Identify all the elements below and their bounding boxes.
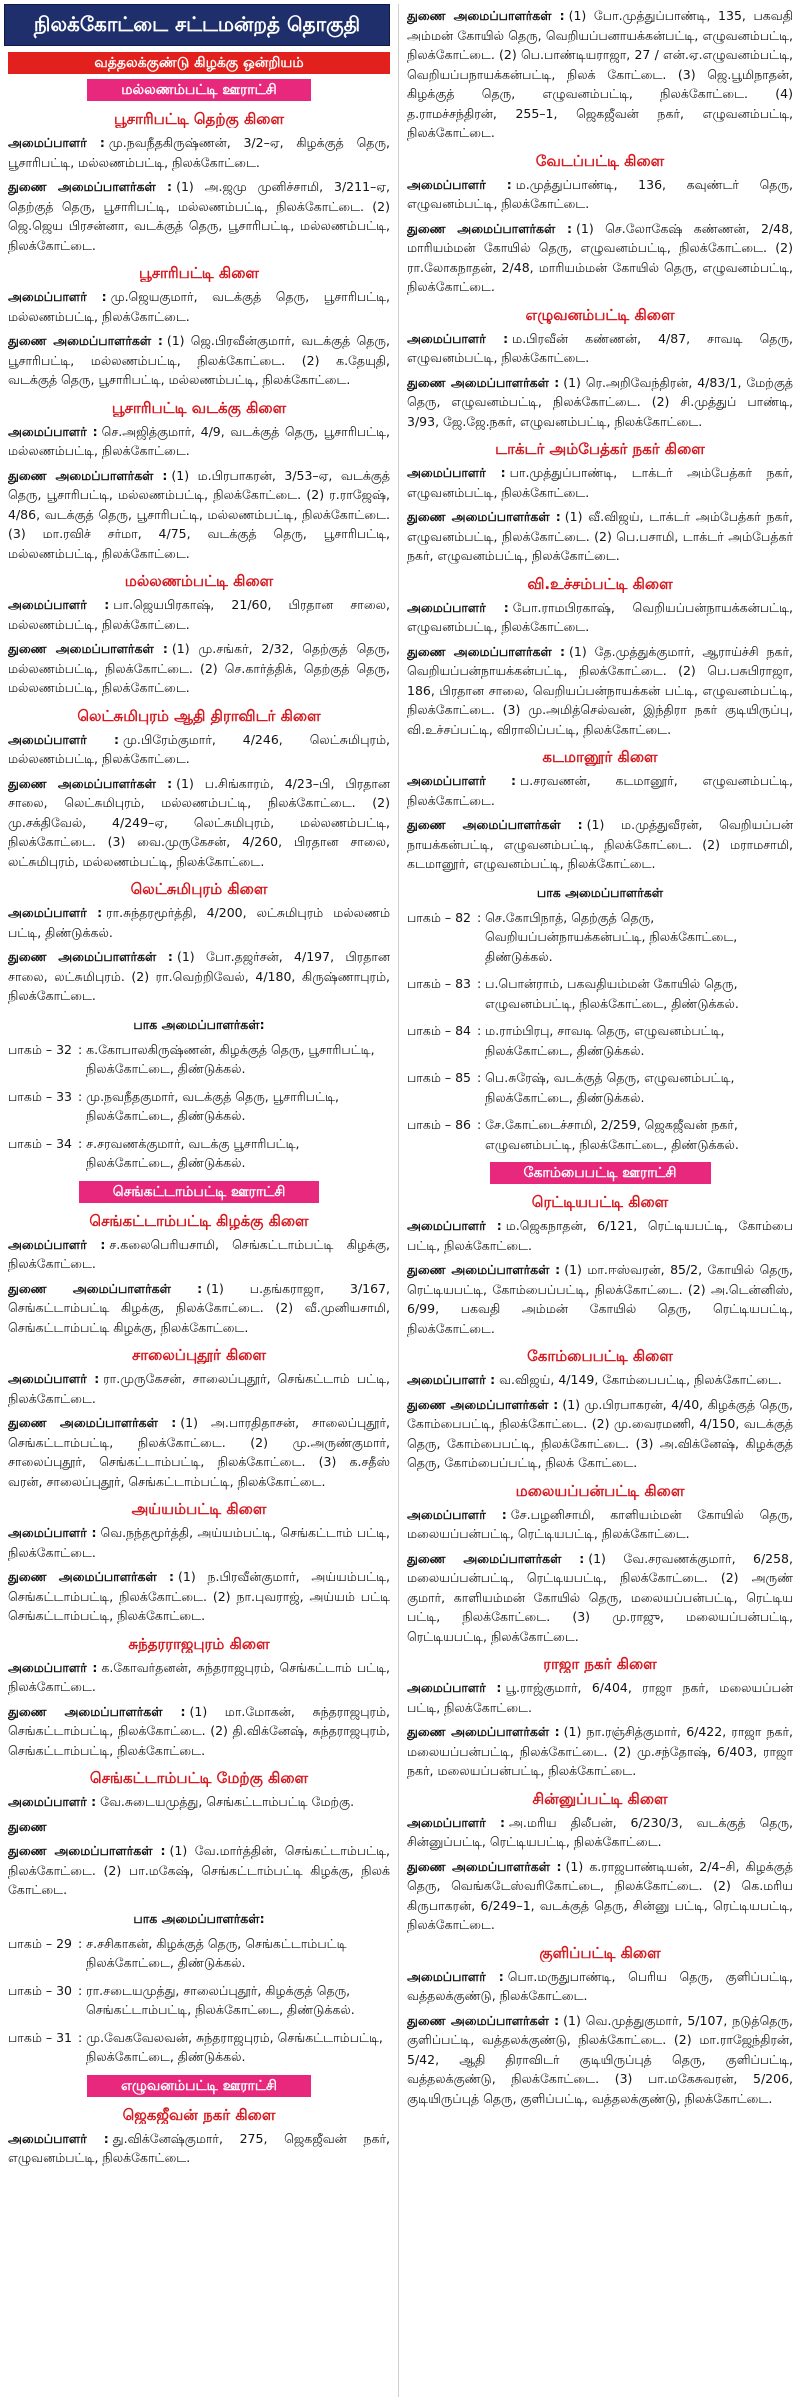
role-label: துணை அமைப்பாளர்கள் : <box>8 1280 203 1296</box>
part-organizers-section <box>407 884 793 1155</box>
office-bearer-entry <box>8 287 390 326</box>
part-number: பாகம் – 86 <box>407 1117 471 1132</box>
role-label: அமைப்பாளர் : <box>8 289 107 304</box>
branch-heading: குளிப்பட்டி கிளை <box>539 1943 661 1962</box>
role-label: துணை அமைப்பாளர்கள் : <box>8 1703 186 1719</box>
branch-section <box>8 399 390 564</box>
branch-section <box>8 1500 390 1626</box>
office-bearer-entry <box>407 1722 793 1781</box>
branch-heading: வேடப்பட்டி கிளை <box>535 151 665 170</box>
office-bearer-entry <box>407 1967 793 2006</box>
branch-heading: ரெட்டியபட்டி கிளை <box>531 1193 669 1211</box>
branch-heading: பூசாரிபட்டி கிளை <box>139 264 259 282</box>
panchayat-banner: செங்கட்டாம்பட்டி ஊராட்சி <box>79 1181 320 1203</box>
role-label: துணை அமைப்பாளர்கள் : <box>8 333 163 348</box>
branch-heading: கோம்பைபட்டி கிளை <box>527 1347 673 1365</box>
role-label: அமைப்பாளர் : <box>8 1371 100 1386</box>
part-number: பாகம் – 30 <box>8 1982 72 1998</box>
branch-heading: சாலைப்புதூர் கிளை <box>132 1346 266 1364</box>
entry-details: (1) வீ.விஜய், டாக்டர் அம்பேத்கர் நகர், எழுவனம்பட்டி, நிலக்கோட்டை. (2) பெ.பசாமி, டாக்டர் அம்பேத்கர் நகர், எழுவனம்பட்டி, நிலக்கோட்டை. <box>407 509 793 563</box>
office-bearer-entry <box>8 730 390 769</box>
part-organizer-details: : சே.கோட்டைச்சாமி, 2/259, ஜெகஜீவன் நகர், எழுவனம்பட்டி, நிலக்கோட்டை, திண்டுக்கல். <box>477 1117 739 1152</box>
part-organizer-details: : பெ.சுரேஷ், வடக்குத் தெரு, எழுவனம்பட்டி, நிலக்கோட்டை, திண்டுக்கல். <box>477 1070 735 1105</box>
role-label: துணை <box>8 1818 47 1834</box>
branch-section <box>407 440 793 566</box>
part-number: பாகம் – 82 <box>407 909 471 925</box>
office-bearer-entry <box>8 177 390 255</box>
office-bearer-entry <box>407 1678 793 1717</box>
entry-details: (1) மு.சங்கர், 2/32, தெற்குத் தெரு, மல்லணம்பட்டி, நிலக்கோட்டை. (2) செ.கார்த்திக், தெற்குத் தெரு, மல்லணம்பட்டி, நிலக்கோட்டை. <box>8 641 390 695</box>
branch-heading: மல்லணம்பட்டி கிளை <box>124 572 274 590</box>
role-label: துணை அமைப்பாளர்கள் : <box>407 2012 560 2028</box>
entry-details: போ.ராமபிரகாஷ், வெறியப்பன்நாயக்கன்பட்டி, எழுவனம்பட்டி, நிலக்கோட்டை. <box>407 599 793 634</box>
office-bearer-entry <box>8 1567 390 1626</box>
entry-details: சே.பழனிசாமி, காளியம்மன் கோயில் தெரு, மலையப்பன்பட்டி, ரெட்டியபட்டி, நிலக்கோட்டை. <box>407 1506 793 1541</box>
entry-details: ம.பிரவீன் கண்ணன், 4/87, சாவடி தெரு, எழுவனம்பட்டி, நிலக்கோட்டை. <box>407 330 793 365</box>
branch-section <box>8 1769 390 1900</box>
role-label: துணை அமைப்பாளர்கள் : <box>8 775 173 791</box>
branch-section <box>407 1347 793 1473</box>
office-bearer-entry <box>8 1413 390 1491</box>
part-organizer-details: : ரா.சடையமுத்து, சாலைப்புதூர், கிழக்குத் தெரு, செங்கட்டாம்பட்டி, நிலக்கோட்டை, திண்டுக்கல். <box>78 1982 355 2017</box>
branch-section <box>407 748 793 874</box>
role-label: துணை அமைப்பாளர்கள் : <box>8 467 168 483</box>
role-label: துணை அமைப்பாளர்கள் : <box>407 1550 585 1566</box>
branch-section <box>8 1635 390 1761</box>
role-label: அமைப்பாளர் : <box>407 1506 507 1522</box>
part-organizer-row <box>407 1115 793 1154</box>
office-bearer-entry <box>8 1792 390 1812</box>
entry-details: (1) மு.பிரபாகரன், 4/40, கிழக்குத் தெரு, கோம்பைபட்டி, நிலக்கோட்டை. (2) மு.வைரமணி, 4/150, வடக்குத் தெரு, கோம்பைபட்டி, நிலக்கோட்டை. (3) அ.விக்னேஷ், கிழக்குத் தெரு, கோம்பைப்பட்டி, நிலக் கோட்டை. <box>407 1396 793 1470</box>
constituency-title: நிலக்கோட்டை சட்டமன்றத் தொகுதி <box>33 11 361 36</box>
entry-details: (1) மா.ஈஸ்வரன், 85/2, கோயில் தெரு, ரெட்டியபட்டி, கோம்பைப்பட்டி, நிலக்கோட்டை. (2) அ.டென்னிஸ், 6/99, பகவதி அம்மன் கோயில் தெரு, ரெட்டியபட்டி, நிலக்கோட்டை. <box>407 1262 793 1336</box>
part-organizer-row <box>407 1068 793 1107</box>
role-label: துணை அமைப்பாளர்கள் : <box>8 641 168 656</box>
part-organizer-row <box>407 1021 793 1060</box>
entry-details: மு.நவநீதகிருஷ்ணன், 3/2–ஏ, கிழக்குத் தெரு, பூசாரிபட்டி, மல்லணம்பட்டி, நிலக்கோட்டை. <box>8 135 390 170</box>
office-bearer-entry <box>8 639 390 698</box>
role-label: அமைப்பாளர் : <box>8 2130 109 2146</box>
office-bearer-entry <box>407 815 793 874</box>
branch-section <box>8 707 390 872</box>
branch-section <box>407 575 793 740</box>
office-bearer-entry <box>8 1841 390 1900</box>
office-bearer-entry <box>407 1370 793 1390</box>
office-bearer-entry <box>407 1395 793 1473</box>
branch-section <box>407 6 793 143</box>
branch-section <box>8 1346 390 1491</box>
office-bearer-entry <box>8 1817 390 1837</box>
office-bearer-entry <box>407 1260 793 1338</box>
role-label: துணை அமைப்பாளர்கள் : <box>407 643 566 659</box>
office-bearer-entry <box>8 903 390 942</box>
entry-details: (1) ம.முத்துவீரன், வெறியப்பன் நாயக்கன்பட்டி, எழுவனம்பட்டி, நிலக்கோட்டை. (2) மராமசாமி, கடமானூர், எழுவனம்பட்டி, நிலக்கோட்டை. <box>407 817 793 871</box>
panchayat-banner-row <box>407 1162 793 1184</box>
part-organizers-section <box>8 1910 390 2067</box>
panchayat-banner-row <box>8 2075 390 2097</box>
office-bearer-entry <box>8 2129 390 2168</box>
branch-heading: அய்யம்பட்டி கிளை <box>131 1500 267 1518</box>
branch-heading: செங்கட்டாம்பட்டி மேற்கு கிளை <box>89 1769 309 1787</box>
union-banner: வத்தலக்குண்டு கிழக்கு ஒன்றியம் <box>8 52 390 74</box>
role-label: அமைப்பாளர் : <box>8 597 110 612</box>
office-bearer-entry <box>407 598 793 637</box>
panchayat-banner: மல்லணம்பட்டி ஊராட்சி <box>87 79 310 101</box>
entry-details: ப.சரவணன், கடமானூர், எழுவனம்பட்டி, நிலக்கோட்டை. <box>407 773 793 808</box>
entry-details: வே.சுடையமுத்து, செங்கட்டாம்பட்டி மேற்கு. <box>100 1794 355 1809</box>
branch-section <box>8 264 390 390</box>
part-organizer-details: : ச.சரவணக்குமார், வடக்கு பூசாரிபட்டி, நிலக்கோட்டை, திண்டுக்கல். <box>78 1135 300 1170</box>
part-number: பாகம் – 31 <box>8 2029 72 2045</box>
office-bearer-entry <box>407 373 793 432</box>
left-column <box>8 52 390 2396</box>
role-label: அமைப்பாளர் : <box>8 423 98 439</box>
role-label: அமைப்பாளர் : <box>8 1659 98 1675</box>
office-bearer-entry <box>8 947 390 1006</box>
branch-section <box>407 1655 793 1781</box>
role-label: அமைப்பாளர் : <box>407 176 512 192</box>
entry-details: து.விக்னேஷ்குமார், 275, ஜெகஜீவன் நகர், எழுவனம்பட்டி, நிலக்கோட்டை. <box>8 2130 390 2165</box>
entry-details: பா.ஜெயபிரகாஷ், 21/60, பிரதான சாலை, மல்லணம்பட்டி, நிலக்கோட்டை. <box>8 597 390 632</box>
role-label: அமைப்பாளர் : <box>407 1372 496 1387</box>
role-label: அமைப்பாளர் : <box>407 330 509 346</box>
part-organizer-details: : செ.கோபிநாத், தெற்குத் தெரு, வெறியப்பன்நாயக்கன்பட்டி, நிலக்கோட்டை, திண்டுக்கல். <box>477 909 738 964</box>
part-number: பாகம் – 32 <box>8 1041 72 1057</box>
entry-details: ரா.சுந்தரமூர்த்தி, 4/200, லட்சுமிபுரம் மல்லணம் பட்டி, திண்டுக்கல். <box>8 905 390 940</box>
branch-heading: செங்கட்டாம்பட்டி கிழக்கு கிளை <box>89 1211 309 1230</box>
role-label: அமைப்பாளர் : <box>407 773 516 788</box>
office-bearer-entry <box>8 1369 390 1408</box>
part-organizer-row <box>8 1040 390 1079</box>
role-label: துணை அமைப்பாளர்கள் : <box>407 1396 559 1412</box>
entry-details: அ.மரிய திலீபன், 6/230/3, வடக்குத் தெரு, சின்னுப்பட்டி, ரெட்டியபட்டி, நிலக்கோட்டை. <box>407 1814 793 1849</box>
office-bearer-entry <box>8 595 390 634</box>
part-organizer-details: : ப.பொன்ராம், பகவதியம்மன் கோயில் தெரு, எழுவனம்பட்டி, நிலக்கோட்டை, திண்டுக்கல். <box>477 976 739 1011</box>
office-bearer-entry <box>407 2011 793 2109</box>
office-bearer-entry <box>407 1857 793 1935</box>
office-bearer-entry <box>8 774 390 872</box>
entry-details: மு.பிரேம்குமார், 4/246, லெட்சுமிபுரம், மல்லணம்பட்டி, நிலக்கோட்டை. <box>8 731 390 766</box>
role-label: துணை அமைப்பாளர்கள் : <box>407 220 573 236</box>
part-organizer-row <box>8 1934 390 1973</box>
entry-details: (1) ந.பிரவீன்குமார், அய்யம்பட்டி, செங்கட்டாம்பட்டி, நிலக்கோட்டை. (2) நா.புவராஜ், அய்யம் பட்டி செங்கட்டாம்பட்டி, நிலக்கோட்டை. <box>8 1569 390 1623</box>
role-label: அமைப்பாளர் : <box>407 1968 504 1984</box>
office-bearer-entry <box>8 422 390 461</box>
part-number: பாகம் – 83 <box>407 976 471 991</box>
panchayat-banner-row <box>8 1181 390 1203</box>
role-label: துணை அமைப்பாளர்கள் : <box>407 8 565 23</box>
office-bearer-entry <box>407 1813 793 1852</box>
office-bearer-entry <box>407 463 793 502</box>
office-bearer-entry <box>407 771 793 810</box>
entry-details: (1) க.ராஜபாண்டியன், 2/4–சி, கிழக்குத் தெரு, வெங்கடேஸ்வரிகோட்டை, நிலக்கோட்டை. (2) கெ.மரிய கிருபாகரன், 6/249–1, வடக்குத் தெரு, சின்னு பட்டி, ரெட்டியபட்டி, நிலக்கோட்டை. <box>407 1858 793 1932</box>
part-organizer-details: : க.கோபாலகிருஷ்ணன், கிழக்குத் தெரு, பூசாரிபட்டி, நிலக்கோட்டை, திண்டுக்கல். <box>78 1041 375 1076</box>
branch-section <box>8 110 390 255</box>
role-label: அமைப்பாளர் : <box>8 1236 106 1252</box>
entry-details: (1) வெ.முத்துகுமார், 5/107, நடுத்தெரு, குளிப்பட்டி, வத்தலக்குண்டு, நிலக்கோட்டை. (2) மா.ராஜேந்திரன், 5/42, ஆதி திராவிடர் குடியிருப்புத் தெரு, குளிப்பட்டி, வத்தலக்குண்டு, நிலக்கோட்டை. (3) பா.மகேசுவரன், 5/206, குடியிருப்புத் தெரு, குளிப்பட்டி, வத்தலக்குண்டு, நிலக்கோட்டை. <box>407 2012 793 2106</box>
entry-details: (1) வே.சரவணக்குமார், 6/258, மலையப்பன்பட்டி, ரெட்டியபட்டி, நிலக்கோட்டை. (2) அருண் குமார், காளியம்மன் கோயில் தெரு, மலையப்பன்பட்டி, ரெட்டிய பட்டி, நிலக்கோட்டை. (3) மு.ராஜு, மலையப்பன்பட்டி, ரெட்டியபட்டி, நிலக்கோட்டை. <box>407 1550 793 1644</box>
role-label: துணை அமைப்பாளர்கள் : <box>407 1858 562 1874</box>
constituency-title-banner <box>4 4 390 46</box>
role-label: அமைப்பாளர் : <box>8 731 120 747</box>
office-bearer-entry <box>407 6 793 143</box>
role-label: துணை அமைப்பாளர்கள் : <box>407 817 583 832</box>
entry-details: (1) ஜெ.பிரவீன்குமார், வடக்குத் தெரு, பூசாரிபட்டி, மல்லணம்பட்டி, நிலக்கோட்டை. (2) க.தேயுதி, வடக்குத் தெரு, பூசாரிபட்டி, மல்லணம்பட்டி, நிலக்கோட்டை. <box>8 333 390 387</box>
branch-section <box>8 880 390 1006</box>
entry-details: ரா.முருகேசன், சாலைப்புதூர், செங்கட்டாம் பட்டி, நிலக்கோட்டை. <box>8 1371 390 1406</box>
branch-section <box>8 572 390 698</box>
entry-details: க.கோவர்தனன், சுந்தராஜபுரம், செங்கட்டாம் பட்டி, நிலக்கோட்டை. <box>8 1659 390 1694</box>
office-bearer-entry <box>8 133 390 172</box>
branch-heading: எழுவனம்பட்டி கிளை <box>525 305 675 324</box>
role-label: துணை அமைப்பாளர்கள் : <box>8 179 173 194</box>
entry-details: (1) ப.சிங்காரம், 4/23–பி, பிரதான சாலை, லெட்சுமிபுரம், மல்லணம்பட்டி, நிலக்கோட்டை. (2) மு.சக்திவேல், 4/249–ஏ, லெட்சுமிபுரம், மல்லணம்பட்டி, நிலக்கோட்டை. (3) வை.முருகேசன், 4/260, பிரதான சாலை, லட்சுமிபுரம், மல்லணம்பட்டி, நிலக்கோட்டை. <box>8 775 390 869</box>
role-label: அமைப்பாளர் : <box>8 135 105 150</box>
part-number: பாகம் – 85 <box>407 1070 471 1085</box>
entry-details: பொ.மருதுபாண்டி, பெரிய தெரு, குளிப்பட்டி, வத்தலக்குண்டு, நிலக்கோட்டை. <box>407 1968 793 2003</box>
role-label: துணை அமைப்பாளர்கள் : <box>8 1843 166 1858</box>
entry-details: வ.விஜய், 4/149, கோம்பைபட்டி, நிலக்கோட்டை. <box>499 1372 782 1387</box>
panchayat-banner: கோம்பைபட்டி ஊராட்சி <box>490 1162 711 1184</box>
branch-heading: கடமானூர் கிளை <box>542 748 658 766</box>
role-label: துணை அமைப்பாளர்கள் : <box>8 1569 174 1584</box>
office-bearer-entry <box>8 1658 390 1697</box>
part-number: பாகம் – 34 <box>8 1135 72 1151</box>
entry-details: (1) தே.முத்துக்குமார், ஆராய்ச்சி நகர், வெறியப்பன்நாயக்கன்பட்டி, நிலக்கோட்டை. (2) பெ.பசுபிராஜா, 186, பிரதான சாலை, வெறியப்பன்நாயக்கன் பட்டி, எழுவனம்பட்டி, நிலக்கோட்டை. (3) மு.அமித்செல்வன், இந்திரா நகர் குடியிருப்பு, வி.உச்சப்பட்டி, விராலிப்பட்டி, நிலக்கோட்டை. <box>407 643 793 737</box>
entry-details: (1) ரெ.அறிவேந்திரன், 4/83/1, மேற்குத் தெரு, எழுவனம்பட்டி, நிலக்கோட்டை. (2) சி.முத்துப் பாண்டி, 3/93, ஜே.ஜே.நகர், எழுவனம்பட்டி, நிலக்கோட்டை. <box>407 374 793 429</box>
part-organizer-details: : ம.ராம்பிரபு, சாவடி தெரு, எழுவனம்பட்டி, நிலக்கோட்டை, திண்டுக்கல். <box>477 1023 725 1058</box>
branch-section <box>407 152 793 297</box>
part-organizer-row <box>8 1134 390 1173</box>
part-number: பாகம் – 33 <box>8 1088 72 1104</box>
role-label: அமைப்பாளர் : <box>407 465 506 480</box>
panchayat-banner: எழுவனம்பட்டி ஊராட்சி <box>87 2075 311 2097</box>
part-organizers-section <box>8 1016 390 1173</box>
part-organizer-row <box>407 974 793 1013</box>
branch-heading: லெட்சுமிபுரம் கிளை <box>130 880 268 898</box>
branch-section <box>407 1944 793 2109</box>
entry-details: (1) மா.மோகன், சுந்தராஜபுரம், செங்கட்டாம்பட்டி, நிலக்கோட்டை. (2) தி.விக்னேஷ், சுந்தராஜபுரம், செங்கட்டாம்பட்டி, நிலக்கோட்டை. <box>8 1703 390 1758</box>
role-label: துணை அமைப்பாளர்கள் : <box>8 949 173 964</box>
part-organizer-details: : மு.நவநீதகுமார், வடக்குத் தெரு, பூசாரிபட்டி, நிலக்கோட்டை, திண்டுக்கல். <box>78 1088 339 1123</box>
role-label: அமைப்பாளர் : <box>8 1525 97 1540</box>
branch-section <box>8 1212 390 1338</box>
role-label: துணை அமைப்பாளர்கள் : <box>407 509 561 524</box>
branch-heading: லெட்சுமிபுரம் ஆதி திராவிடர் கிளை <box>77 706 321 725</box>
branch-heading: பூசாரிபட்டி தெற்கு கிளை <box>113 110 285 128</box>
branch-section <box>407 1482 793 1647</box>
role-label: அமைப்பாளர் : <box>8 1794 97 1809</box>
office-bearer-entry <box>407 1505 793 1544</box>
part-organizer-row <box>8 2028 390 2067</box>
office-bearer-entry <box>407 507 793 566</box>
part-organizer-details: : மு.வேகவேலவன், சுந்தராஜபுரம், செங்கட்டாம்பட்டி, நிலக்கோட்டை, திண்டுக்கல். <box>78 2029 383 2064</box>
role-label: அமைப்பாளர் : <box>407 1218 502 1233</box>
part-organizers-title: பாக அமைப்பாளர்கள் <box>536 884 664 900</box>
entry-details: (1) அ.பாரதிதாசன், சாலைப்புதூர், செங்கட்டாம்பட்டி, நிலக்கோட்டை. (2) மு.அருண்குமார், சாலைப்புதூர், செங்கட்டாம்பட்டி, நிலக்கோட்டை. (3) க.சதீஸ் வரன், சாலைப்புதூர், செங்கட்டாம்பட்டி, நிலக்கோட்டை. <box>8 1415 390 1489</box>
entry-details: (1) போ.தஜர்சன், 4/197, பிரதான சாலை, லட்சுமிபுரம். (2) ரா.வெற்றிவேல், 4/180, கிருஷ்ணாபுரம், நிலக்கோட்டை. <box>8 949 390 1003</box>
office-bearer-entry <box>407 329 793 368</box>
role-label: அமைப்பாளர் : <box>407 1680 502 1695</box>
role-label: அமைப்பாளர் : <box>407 1814 506 1830</box>
office-bearer-entry <box>407 1549 793 1647</box>
role-label: துணை அமைப்பாளர்கள் : <box>8 1415 177 1430</box>
part-number: பாகம் – 29 <box>8 1935 72 1951</box>
office-bearer-entry <box>407 1216 793 1255</box>
part-organizer-row <box>8 1087 390 1126</box>
entry-details: (1) வே.மார்த்தின், செங்கட்டாம்பட்டி, நிலக்கோட்டை. (2) பா.மகேஷ், செங்கட்டாம்பட்டி கிழக்கு, நிலக் கோட்டை. <box>8 1843 390 1897</box>
entry-details: (1) போ.முத்துப்பாண்டி, 135, பகவதி அம்மன் கோயில் தெரு, வெறியப்பனாயக்கன்பட்டி, எழுவனம்பட்டி, நிலக்கோட்டை. (2) பெ.பாண்டியராஜா, 27 / என்.ஏ.எழுவனம்பட்டி, வெறியப்பநாயக்கன்பட்டி, நிலக் கோட்டை. (3) ஜெ.பூமிநாதன், கிழக்குத் தெரு, எழுவனம்பட்டி, நிலக்கோட்டை. (4) த.ராமச்சந்திரன், 255–1, ஜெகஜீவன் நகர், எழுவனம்பட்டி, நிலக்கோட்டை. <box>407 8 793 140</box>
office-bearer-entry <box>407 219 793 297</box>
office-bearer-entry <box>8 1235 390 1274</box>
entry-details: (1) நா.ரஞ்சித்குமார், 6/422, ராஜா நகர், மலையப்பன்பட்டி, நிலக்கோட்டை. (2) மு.சந்தோஷ், 6/403, ராஜா நகர், மலையப்பன்பட்டி, நிலக்கோட்டை. <box>407 1724 793 1778</box>
entry-details: பூ.ராஜ்குமார், 6/404, ராஜா நகர், மலையப்பன் பட்டி, நிலக்கோட்டை. <box>407 1680 793 1715</box>
part-organizers-title: பாக அமைப்பாளர்கள்: <box>133 1910 265 1926</box>
branch-heading: ஜெகஜீவன் நகர் கிளை <box>122 2105 276 2124</box>
office-bearer-entry <box>407 175 793 214</box>
part-organizers-title: பாக அமைப்பாளர்கள்: <box>133 1016 265 1032</box>
branch-heading: டாக்டர் அம்பேத்கர் நகர் கிளை <box>495 440 705 458</box>
branch-section <box>407 306 793 432</box>
entry-details: ம.முத்துப்பாண்டி, 136, கவுண்டர் தெரு, எழுவனம்பட்டி, நிலக்கோட்டை. <box>407 176 793 211</box>
role-label: துணை அமைப்பாளர்கள் : <box>407 374 560 390</box>
role-label: அமைப்பாளர் : <box>8 905 103 920</box>
entry-details: (1) செ.லோகேஷ் கண்ணன், 2/48, மாரியம்மன் கோயில் தெரு, எழுவனம்பட்டி, நிலக்கோட்டை. (2) ரா.லோகநாதன், 2/48, மாரியம்மன் கோயில் தெரு, எழுவனம்பட்டி, நிலக்கோட்டை. <box>407 220 793 294</box>
part-organizer-row <box>8 1981 390 2020</box>
part-organizer-row <box>407 908 793 967</box>
entry-details: (1) ம.பிரபாகரன், 3/53–ஏ, வடக்குத் தெரு, பூசாரிபட்டி, மல்லணம்பட்டி, நிலக்கோட்டை. (2) ர.ராஜேஷ், 4/86, வடக்குத் தெரு, பூசாரிபட்டி, மல்லணம்பட்டி, நிலக்கோட்டை. (3) மா.ரவிச் சர்மா, 4/75, வடக்குத் தெரு, பூசாரிபட்டி, மல்லணம்பட்டி, நிலக்கோட்டை. <box>8 467 390 561</box>
role-label: அமைப்பாளர் : <box>407 599 509 615</box>
column-divider <box>398 4 399 2397</box>
office-bearer-entry <box>8 466 390 564</box>
office-bearer-entry <box>8 1523 390 1562</box>
branch-heading: மலையப்பன்பட்டி கிளை <box>515 1481 685 1500</box>
entry-details: (1) ப.தங்கராஜா, 3/167, செங்கட்டாம்பட்டி கிழக்கு, நிலக்கோட்டை. (2) வீ.முனியசாமி, செங்கட்டாம்பட்டி கிழக்கு, நிலக்கோட்டை. <box>8 1280 390 1335</box>
role-label: துணை அமைப்பாளர்கள் : <box>407 1724 560 1739</box>
entry-details: வெ.நந்தமூர்த்தி, அய்யம்பட்டி, செங்கட்டாம் பட்டி, நிலக்கோட்டை. <box>8 1525 390 1560</box>
entry-details: (1) அ.ஜமு முனிச்சாமி, 3/211–ஏ, தெற்குத் தெரு, பூசாரிபட்டி, மல்லணம்பட்டி, நிலக்கோட்டை. (2) ஜெ.ஜெய பிரசன்னா, வடக்குத் தெரு, பூசாரிபட்டி, மல்லணம்பட்டி, நிலக்கோட்டை. <box>8 179 390 253</box>
office-bearer-entry <box>8 1702 390 1761</box>
part-organizer-details: : ச.சசிகாகன், கிழக்குத் தெரு, செங்கட்டாம்பட்டி நிலக்கோட்டை, திண்டுக்கல். <box>78 1935 347 1970</box>
branch-section <box>407 1193 793 1338</box>
office-bearer-entry <box>8 1279 390 1338</box>
branch-section <box>8 2106 390 2168</box>
office-bearer-entry <box>8 331 390 390</box>
panchayat-banner-row <box>8 79 390 101</box>
branch-heading: சின்னுப்பட்டி கிளை <box>532 1789 668 1808</box>
branch-heading: வி.உச்சம்பட்டி கிளை <box>527 574 673 593</box>
entry-details: செ.அஜித்குமார், 4/9, வடக்குத் தெரு, பூசாரிபட்டி, மல்லணம்பட்டி, நிலக்கோட்டை. <box>8 423 390 458</box>
right-column <box>407 6 793 2396</box>
entry-details: ம.ஜெகநாதன், 6/121, ரெட்டியபட்டி, கோம்பை பட்டி, நிலக்கோட்டை. <box>407 1218 793 1253</box>
role-label: துணை அமைப்பாளர்கள் : <box>407 1262 561 1277</box>
entry-details: பா.முத்துப்பாண்டி, டாக்டர் அம்பேத்கர் நகர், எழுவனம்பட்டி, நிலக்கோட்டை. <box>407 465 793 500</box>
office-bearer-entry <box>407 642 793 740</box>
part-number: பாகம் – 84 <box>407 1023 471 1038</box>
branch-heading: சுந்தரராஜபுரம் கிளை <box>128 1634 270 1653</box>
entry-details: மு.ஜெயகுமார், வடக்குத் தெரு, பூசாரிபட்டி, மல்லணம்பட்டி, நிலக்கோட்டை. <box>8 289 390 324</box>
entry-details: ச.கலைபெரியசாமி, செங்கட்டாம்பட்டி கிழக்கு, நிலக்கோட்டை. <box>8 1236 390 1271</box>
branch-section <box>407 1790 793 1935</box>
branch-heading: பூசாரிபட்டி வடக்கு கிளை <box>111 398 287 417</box>
branch-heading: ராஜா நகர் கிளை <box>543 1655 657 1673</box>
